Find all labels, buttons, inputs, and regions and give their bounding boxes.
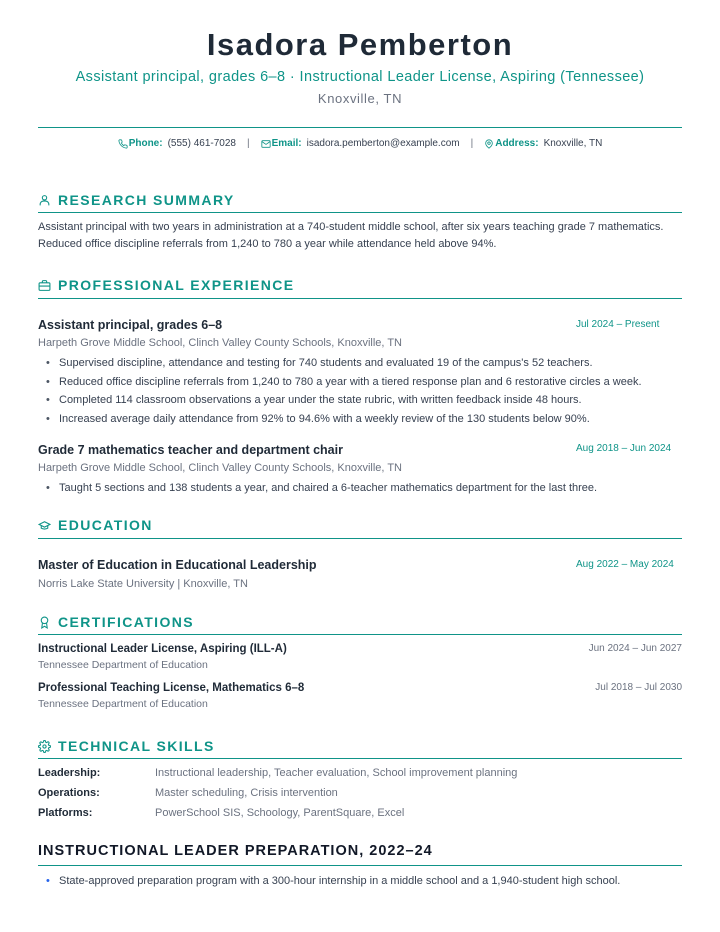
job-dates: Jul 2024 – Present xyxy=(576,319,660,330)
skill-label: Leadership: xyxy=(38,767,101,779)
certification-issuer: Tennessee Department of Education xyxy=(38,698,208,710)
certification-dates: Jun 2024 – Jun 2027 xyxy=(588,643,682,654)
skill-value: Instructional leadership, Teacher evaluation, School improvement planning xyxy=(155,767,518,779)
skill-row xyxy=(38,787,682,799)
contact-address xyxy=(484,138,602,149)
certification-dates: Jul 2018 – Jul 2030 xyxy=(595,682,682,693)
section-title-skills xyxy=(38,738,215,754)
list-item: • Increased average daily attendance from 92% to 94.6% with a weekly review of the 130 students below 90%. xyxy=(46,410,686,429)
degree-title: Master of Education in Educational Leadership xyxy=(38,558,317,572)
list-item: • Completed 114 classroom observations a year under the state rubric, with written feedback inside 48 hours. xyxy=(46,391,686,410)
experience-heading: PROFESSIONAL EXPERIENCE xyxy=(58,277,295,293)
job-organization: Harpeth Grove Middle School, Clinch Valley County Schools, Knoxville, TN xyxy=(38,337,402,349)
school-name: Norris Lake State University | Knoxville, TN xyxy=(38,578,248,590)
contact-email xyxy=(261,138,460,149)
phone-icon xyxy=(118,139,128,149)
section-divider xyxy=(38,538,682,539)
address-value: Knoxville, TN xyxy=(543,138,603,149)
section-title-summary xyxy=(38,192,235,208)
list-item: • Taught 5 sections and 138 students a year, and chaired a 6-teacher mathematics department for the last three. xyxy=(46,479,686,498)
skill-label: Operations: xyxy=(38,787,100,799)
gear-icon xyxy=(38,740,51,753)
address-label: Address: xyxy=(495,138,539,149)
job-organization: Harpeth Grove Middle School, Clinch Valley County Schools, Knoxville, TN xyxy=(38,462,402,474)
certification-name: Professional Teaching License, Mathematics 6–8 xyxy=(38,682,305,694)
mail-icon xyxy=(261,139,271,149)
award-icon xyxy=(38,616,51,629)
section-divider xyxy=(38,212,682,213)
list-item: • State-approved preparation program with a 300-hour internship in a middle school and a 1,940-student high school. xyxy=(46,872,686,891)
contact-separator: | xyxy=(470,138,474,149)
phone-value[interactable]: (555) 461-7028 xyxy=(167,138,236,149)
summary-heading: RESEARCH SUMMARY xyxy=(58,192,235,208)
skill-row xyxy=(38,807,682,819)
contact-phone xyxy=(118,138,236,149)
header-divider xyxy=(38,127,682,128)
section-title-experience xyxy=(38,277,295,293)
email-value[interactable]: isadora.pemberton@example.com xyxy=(306,138,460,149)
job-bullets xyxy=(46,479,686,498)
section-divider xyxy=(38,865,682,866)
email-label: Email: xyxy=(271,138,302,149)
list-item: • Supervised discipline, attendance and testing for 740 students and evaluated 19 of the campus's 52 teachers. xyxy=(46,354,686,373)
candidate-name: Isadora Pemberton xyxy=(206,27,514,62)
phone-label: Phone: xyxy=(128,138,163,149)
section-title-certifications xyxy=(38,614,194,630)
certifications-heading: CERTIFICATIONS xyxy=(58,614,195,630)
skill-row xyxy=(38,767,682,779)
map-pin-icon xyxy=(484,139,494,149)
skill-value: PowerSchool SIS, Schoology, ParentSquare, Excel xyxy=(155,807,405,819)
job-title: Assistant principal, grades 6–8 xyxy=(38,318,223,332)
briefcase-icon xyxy=(38,279,51,292)
section-title-preparation: INSTRUCTIONAL LEADER PREPARATION, 2022–24 xyxy=(38,843,433,859)
candidate-location: Knoxville, TN xyxy=(317,91,403,106)
certification-issuer: Tennessee Department of Education xyxy=(38,659,208,671)
skill-value: Master scheduling, Crisis intervention xyxy=(155,787,338,799)
education-heading: EDUCATION xyxy=(58,517,153,533)
job-dates: Aug 2018 – Jun 2024 xyxy=(576,443,672,454)
section-title-education xyxy=(38,517,153,533)
user-icon xyxy=(38,194,51,207)
contact-bar xyxy=(0,138,720,149)
skill-label: Platforms: xyxy=(38,807,93,819)
preparation-bullets xyxy=(46,872,686,891)
graduation-cap-icon xyxy=(38,519,51,532)
degree-dates: Aug 2022 – May 2024 xyxy=(576,559,674,570)
job-bullets xyxy=(46,354,686,429)
contact-separator: | xyxy=(246,138,250,149)
job-title: Grade 7 mathematics teacher and department chair xyxy=(38,443,343,457)
candidate-headline: Assistant principal, grades 6–8 · Instructional Leader License, Aspiring (Tennessee) xyxy=(75,69,645,85)
list-item: • Reduced office discipline referrals from 1,240 to 780 a year with a tiered response plan and 6 restorative circles a week. xyxy=(46,373,686,392)
skills-heading: TECHNICAL SKILLS xyxy=(58,738,215,754)
section-divider xyxy=(38,298,682,299)
summary-text: Assistant principal with two years in administration at a 740-student middle school, after six years teaching grade 7 mathematics. Reduced office discipline referrals from 1,240 to 780 a year while attendance held above 94%. xyxy=(38,221,664,250)
section-divider xyxy=(38,758,682,759)
section-divider xyxy=(38,634,682,635)
certification-name: Instructional Leader License, Aspiring (ILL-A) xyxy=(38,643,287,655)
